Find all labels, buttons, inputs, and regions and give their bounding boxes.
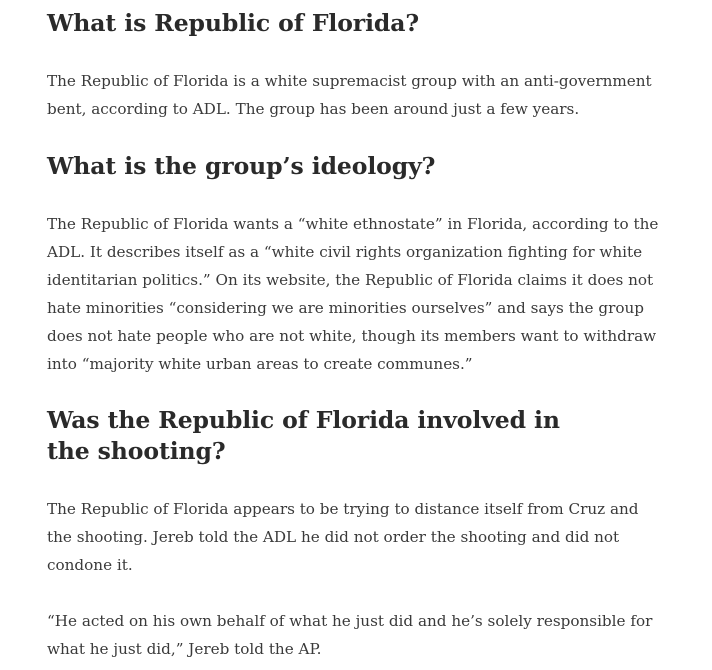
quote-paragraph: “He acted on his own behalf of what he just did and he’s solely responsible for what he just did,” Jereb told the AP.	[47, 612, 653, 658]
section-paragraph: The Republic of Florida wants a “white ethnostate” in Florida, according to the ADL. It describes itself as a “white civil rights organization fighting for white identitarian politics.” On its website, the Republic of Florida claims it does not hate minorities “considering we are minorities ourselves” and says the group does not hate people who are not white, though its members want to withdraw into “majority white urban areas to create communes.”	[47, 215, 659, 373]
section-heading-ideology: What is the group’s ideology?	[47, 152, 436, 180]
section-paragraph: The Republic of Florida appears to be trying to distance itself from Cruz and the shooting. Jereb told the ADL he did not order the shooting and did not condone it.	[47, 500, 639, 574]
section-paragraph: The Republic of Florida is a white supremacist group with an anti-government bent, according to ADL. The group has been around just a few years.	[47, 72, 652, 118]
section-heading-involvement: Was the Republic of Florida involved in the shooting?	[47, 406, 560, 465]
section-heading-what-is-rof: What is Republic of Florida?	[47, 9, 420, 37]
